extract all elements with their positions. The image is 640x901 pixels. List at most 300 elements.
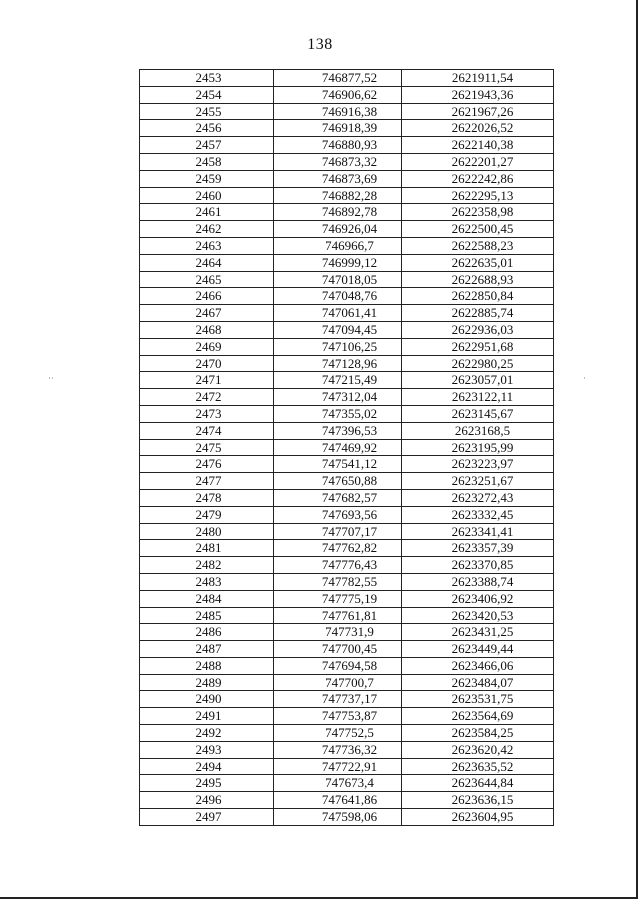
scan-speck: ˙˙ <box>48 376 54 386</box>
x-coordinate-cell <box>274 607 402 624</box>
table-row <box>140 355 554 372</box>
table-row <box>140 573 554 590</box>
cell-text: 746999,12 <box>321 254 378 270</box>
x-coordinate-cell <box>274 338 402 355</box>
point-number-cell <box>140 254 274 271</box>
cell-text: 2486 <box>195 624 222 640</box>
cell-text: 2487 <box>195 641 222 657</box>
table-row <box>140 405 554 422</box>
cell-text: 747722,91 <box>321 758 378 774</box>
cell-text: 746906,62 <box>321 86 378 102</box>
cell-text: 2622358,98 <box>451 204 514 220</box>
cell-text: 2623332,45 <box>451 506 514 522</box>
cell-text: 2621967,26 <box>451 103 514 119</box>
point-number-cell <box>140 674 274 691</box>
x-coordinate-cell <box>274 187 402 204</box>
point-number-cell <box>140 271 274 288</box>
point-number-cell <box>140 775 274 792</box>
x-coordinate-cell <box>274 422 402 439</box>
cell-text: 2622936,03 <box>451 321 514 337</box>
x-coordinate-cell <box>274 372 402 389</box>
cell-text: 2623484,07 <box>451 674 514 690</box>
cell-text: 747541,12 <box>321 456 378 472</box>
y-coordinate-cell <box>402 372 554 389</box>
cell-text: 747694,58 <box>321 657 378 673</box>
cell-text: 2622201,27 <box>451 153 514 169</box>
point-number-cell <box>140 338 274 355</box>
table-row <box>140 657 554 674</box>
y-coordinate-cell <box>402 254 554 271</box>
cell-text: 2622850,84 <box>451 288 514 304</box>
point-number-cell <box>140 590 274 607</box>
point-number-cell <box>140 708 274 725</box>
cell-text: 2474 <box>195 422 222 438</box>
table-row <box>140 691 554 708</box>
cell-text: 2476 <box>195 456 222 472</box>
cell-text: 2623636,15 <box>451 792 514 808</box>
cell-text: 2623564,69 <box>451 708 514 724</box>
table-row <box>140 590 554 607</box>
cell-text: 747641,86 <box>321 792 378 808</box>
cell-text: 2472 <box>195 389 222 405</box>
cell-text: 2621943,36 <box>451 86 514 102</box>
table-row <box>140 170 554 187</box>
cell-text: 2493 <box>195 741 222 757</box>
cell-text: 747106,25 <box>321 338 378 354</box>
point-number-cell <box>140 237 274 254</box>
cell-text: 747782,55 <box>321 573 378 589</box>
y-coordinate-cell <box>402 170 554 187</box>
cell-text: 2478 <box>195 489 222 505</box>
y-coordinate-cell <box>402 775 554 792</box>
x-coordinate-cell <box>274 288 402 305</box>
cell-text: 747707,17 <box>321 523 378 539</box>
x-coordinate-cell <box>274 641 402 658</box>
table-row <box>140 221 554 238</box>
point-number-cell <box>140 691 274 708</box>
y-coordinate-cell <box>402 624 554 641</box>
cell-text: 2623223,97 <box>451 456 514 472</box>
y-coordinate-cell <box>402 86 554 103</box>
x-coordinate-cell <box>274 305 402 322</box>
point-number-cell <box>140 137 274 154</box>
y-coordinate-cell <box>402 137 554 154</box>
cell-text: 747094,45 <box>321 321 378 337</box>
table-row <box>140 86 554 103</box>
point-number-cell <box>140 389 274 406</box>
point-number-cell <box>140 372 274 389</box>
cell-text: 746918,39 <box>321 120 378 136</box>
table-row <box>140 254 554 271</box>
cell-text: 2460 <box>195 187 222 203</box>
y-coordinate-cell <box>402 657 554 674</box>
x-coordinate-cell <box>274 456 402 473</box>
cell-text: 2464 <box>195 254 222 270</box>
x-coordinate-cell <box>274 725 402 742</box>
x-coordinate-cell <box>274 506 402 523</box>
point-number-cell <box>140 103 274 120</box>
cell-text: 2468 <box>195 321 222 337</box>
y-coordinate-cell <box>402 792 554 809</box>
table-row <box>140 540 554 557</box>
x-coordinate-cell <box>274 473 402 490</box>
x-coordinate-cell <box>274 590 402 607</box>
table-row <box>140 557 554 574</box>
cell-text: 2456 <box>195 120 222 136</box>
cell-text: 2453 <box>195 70 222 85</box>
page-number: 138 <box>307 36 333 53</box>
cell-text: 2622500,45 <box>451 221 514 237</box>
cell-text: 2461 <box>195 204 222 220</box>
table-row <box>140 624 554 641</box>
cell-text: 747128,96 <box>321 355 378 371</box>
cell-text: 2497 <box>195 809 222 825</box>
y-coordinate-cell <box>402 641 554 658</box>
table-row <box>140 674 554 691</box>
cell-text: 2623420,53 <box>451 607 514 623</box>
cell-text: 2622026,52 <box>451 120 514 136</box>
cell-text: 747048,76 <box>321 288 378 304</box>
cell-text: 2457 <box>195 137 222 153</box>
table-row <box>140 103 554 120</box>
y-coordinate-cell <box>402 557 554 574</box>
table-row <box>140 775 554 792</box>
point-number-cell <box>140 187 274 204</box>
cell-text: 747018,05 <box>321 271 378 287</box>
cell-text: 2623604,95 <box>451 809 514 825</box>
y-coordinate-cell <box>402 338 554 355</box>
y-coordinate-cell <box>402 120 554 137</box>
table-row <box>140 523 554 540</box>
y-coordinate-cell <box>402 103 554 120</box>
y-coordinate-cell <box>402 70 554 87</box>
point-number-cell <box>140 170 274 187</box>
cell-text: 2494 <box>195 758 222 774</box>
cell-text: 747736,32 <box>321 741 378 757</box>
y-coordinate-cell <box>402 221 554 238</box>
x-coordinate-cell <box>274 405 402 422</box>
point-number-cell <box>140 70 274 87</box>
cell-text: 2622295,13 <box>451 187 514 203</box>
cell-text: 747396,53 <box>321 422 378 438</box>
y-coordinate-cell <box>402 237 554 254</box>
cell-text: 2454 <box>195 86 222 102</box>
table-row <box>140 372 554 389</box>
y-coordinate-cell <box>402 523 554 540</box>
cell-text: 2490 <box>195 691 222 707</box>
point-number-cell <box>140 741 274 758</box>
cell-text: 2623357,39 <box>451 540 514 556</box>
table-row <box>140 741 554 758</box>
point-number-cell <box>140 204 274 221</box>
cell-text: 2622885,74 <box>451 305 514 321</box>
cell-text: 2623370,85 <box>451 557 514 573</box>
y-coordinate-cell <box>402 204 554 221</box>
x-coordinate-cell <box>274 540 402 557</box>
cell-text: 747776,43 <box>321 557 378 573</box>
y-coordinate-cell <box>402 590 554 607</box>
cell-text: 2481 <box>195 540 222 556</box>
x-coordinate-cell <box>274 439 402 456</box>
x-coordinate-cell <box>274 741 402 758</box>
table-row <box>140 758 554 775</box>
cell-text: 2623251,67 <box>451 473 514 489</box>
point-number-cell <box>140 641 274 658</box>
table-row <box>140 506 554 523</box>
point-number-cell <box>140 473 274 490</box>
cell-text: 2467 <box>195 305 222 321</box>
x-coordinate-cell <box>274 573 402 590</box>
cell-text: 747061,41 <box>321 305 378 321</box>
point-number-cell <box>140 657 274 674</box>
x-coordinate-cell <box>274 355 402 372</box>
table-row <box>140 70 554 87</box>
point-number-cell <box>140 153 274 170</box>
y-coordinate-cell <box>402 271 554 288</box>
cell-text: 2622951,68 <box>451 338 514 354</box>
cell-text: 746873,32 <box>321 153 378 169</box>
cell-text: 2623584,25 <box>451 725 514 741</box>
y-coordinate-cell <box>402 741 554 758</box>
cell-text: 2623620,42 <box>451 741 514 757</box>
table-row <box>140 641 554 658</box>
y-coordinate-cell <box>402 691 554 708</box>
x-coordinate-cell <box>274 204 402 221</box>
x-coordinate-cell <box>274 237 402 254</box>
point-number-cell <box>140 557 274 574</box>
x-coordinate-cell <box>274 137 402 154</box>
cell-text: 747469,92 <box>321 439 378 455</box>
point-number-cell <box>140 422 274 439</box>
cell-text: 747650,88 <box>321 473 378 489</box>
table-row <box>140 489 554 506</box>
x-coordinate-cell <box>274 674 402 691</box>
table-row <box>140 288 554 305</box>
x-coordinate-cell <box>274 708 402 725</box>
cell-text: 747673,4 <box>325 775 374 791</box>
cell-text: 747700,45 <box>321 641 378 657</box>
cell-text: 2622980,25 <box>451 355 514 371</box>
point-number-cell <box>140 405 274 422</box>
point-number-cell <box>140 540 274 557</box>
cell-text: 2623644,84 <box>451 775 514 791</box>
y-coordinate-cell <box>402 674 554 691</box>
table-row <box>140 338 554 355</box>
y-coordinate-cell <box>402 153 554 170</box>
x-coordinate-cell <box>274 271 402 288</box>
cell-text: 746916,38 <box>321 103 378 119</box>
cell-text: 2492 <box>195 725 222 741</box>
x-coordinate-cell <box>274 120 402 137</box>
y-coordinate-cell <box>402 573 554 590</box>
x-coordinate-cell <box>274 624 402 641</box>
y-coordinate-cell <box>402 489 554 506</box>
x-coordinate-cell <box>274 103 402 120</box>
cell-text: 747682,57 <box>321 489 378 505</box>
cell-text: 2496 <box>195 792 222 808</box>
point-number-cell <box>140 758 274 775</box>
table-row <box>140 708 554 725</box>
cell-text: 2623168,5 <box>454 422 511 438</box>
x-coordinate-cell <box>274 523 402 540</box>
x-coordinate-cell <box>274 221 402 238</box>
cell-text: 2483 <box>195 573 222 589</box>
cell-text: 2622140,38 <box>451 137 514 153</box>
x-coordinate-cell <box>274 775 402 792</box>
cell-text: 2623466,06 <box>451 657 514 673</box>
cell-text: 2623145,67 <box>451 405 514 421</box>
cell-text: 2455 <box>195 103 222 119</box>
coordinates-table <box>139 69 554 826</box>
cell-text: 746880,93 <box>321 137 378 153</box>
table-row <box>140 321 554 338</box>
point-number-cell <box>140 607 274 624</box>
x-coordinate-cell <box>274 153 402 170</box>
cell-text: 746892,78 <box>321 204 378 220</box>
cell-text: 2469 <box>195 338 222 354</box>
table-row <box>140 271 554 288</box>
table-row <box>140 389 554 406</box>
point-number-cell <box>140 305 274 322</box>
table-row <box>140 237 554 254</box>
cell-text: 747752,5 <box>325 725 374 741</box>
x-coordinate-cell <box>274 557 402 574</box>
y-coordinate-cell <box>402 708 554 725</box>
cell-text: 2495 <box>195 775 222 791</box>
x-coordinate-cell <box>274 254 402 271</box>
table-row <box>140 607 554 624</box>
scan-speck: ˙ <box>583 376 586 386</box>
table-row <box>140 187 554 204</box>
cell-text: 2466 <box>195 288 222 304</box>
y-coordinate-cell <box>402 389 554 406</box>
table-row <box>140 809 554 826</box>
cell-text: 2622242,86 <box>451 170 514 186</box>
cell-text: 2465 <box>195 271 222 287</box>
cell-text: 2623531,75 <box>451 691 514 707</box>
x-coordinate-cell <box>274 657 402 674</box>
cell-text: 746966,7 <box>325 237 374 253</box>
y-coordinate-cell <box>402 540 554 557</box>
table-row <box>140 473 554 490</box>
cell-text: 2622688,93 <box>451 271 514 287</box>
cell-text: 2475 <box>195 439 222 455</box>
cell-text: 2622588,23 <box>451 237 514 253</box>
cell-text: 2459 <box>195 170 222 186</box>
cell-text: 2623388,74 <box>451 573 514 589</box>
cell-text: 2621911,54 <box>451 70 514 85</box>
cell-text: 2477 <box>195 473 222 489</box>
table-row <box>140 120 554 137</box>
y-coordinate-cell <box>402 506 554 523</box>
table-row <box>140 456 554 473</box>
coordinates-table-body <box>140 70 554 826</box>
cell-text: 747737,17 <box>321 691 378 707</box>
y-coordinate-cell <box>402 758 554 775</box>
y-coordinate-cell <box>402 422 554 439</box>
cell-text: 2623057,01 <box>451 372 514 388</box>
point-number-cell <box>140 456 274 473</box>
y-coordinate-cell <box>402 439 554 456</box>
table-row <box>140 153 554 170</box>
cell-text: 747215,49 <box>321 372 378 388</box>
y-coordinate-cell <box>402 187 554 204</box>
cell-text: 2458 <box>195 153 222 169</box>
point-number-cell <box>140 809 274 826</box>
cell-text: 2479 <box>195 506 222 522</box>
y-coordinate-cell <box>402 809 554 826</box>
cell-text: 747775,19 <box>321 590 378 606</box>
cell-text: 2622635,01 <box>451 254 514 270</box>
cell-text: 2623449,44 <box>451 641 514 657</box>
cell-text: 747753,87 <box>321 708 378 724</box>
point-number-cell <box>140 523 274 540</box>
point-number-cell <box>140 792 274 809</box>
cell-text: 2462 <box>195 221 222 237</box>
cell-text: 747693,56 <box>321 506 378 522</box>
point-number-cell <box>140 624 274 641</box>
cell-text: 747762,82 <box>321 540 378 556</box>
table-row <box>140 137 554 154</box>
point-number-cell <box>140 506 274 523</box>
cell-text: 747731,9 <box>325 624 374 640</box>
point-number-cell <box>140 221 274 238</box>
table-row <box>140 439 554 456</box>
cell-text: 747700,7 <box>325 674 374 690</box>
x-coordinate-cell <box>274 758 402 775</box>
cell-text: 746873,69 <box>321 170 378 186</box>
x-coordinate-cell <box>274 170 402 187</box>
table-row <box>140 422 554 439</box>
cell-text: 2623341,41 <box>451 523 514 539</box>
x-coordinate-cell <box>274 489 402 506</box>
cell-text: 2463 <box>195 237 222 253</box>
table-row <box>140 725 554 742</box>
y-coordinate-cell <box>402 725 554 742</box>
x-coordinate-cell <box>274 389 402 406</box>
cell-text: 2623272,43 <box>451 489 514 505</box>
cell-text: 2470 <box>195 355 222 371</box>
y-coordinate-cell <box>402 305 554 322</box>
point-number-cell <box>140 288 274 305</box>
point-number-cell <box>140 725 274 742</box>
cell-text: 747355,02 <box>321 405 378 421</box>
point-number-cell <box>140 355 274 372</box>
cell-text: 2480 <box>195 523 222 539</box>
x-coordinate-cell <box>274 792 402 809</box>
table-row <box>140 792 554 809</box>
point-number-cell <box>140 573 274 590</box>
cell-text: 2623195,99 <box>451 439 514 455</box>
x-coordinate-cell <box>274 86 402 103</box>
cell-text: 2491 <box>195 708 222 724</box>
y-coordinate-cell <box>402 405 554 422</box>
cell-text: 747312,04 <box>321 389 378 405</box>
cell-text: 2485 <box>195 607 222 623</box>
x-coordinate-cell <box>274 70 402 87</box>
table-row <box>140 204 554 221</box>
cell-text: 2488 <box>195 657 222 673</box>
cell-text: 2623635,52 <box>451 758 514 774</box>
cell-text: 2623122,11 <box>451 389 514 405</box>
y-coordinate-cell <box>402 288 554 305</box>
y-coordinate-cell <box>402 473 554 490</box>
cell-text: 2623406,92 <box>451 590 514 606</box>
x-coordinate-cell <box>274 809 402 826</box>
cell-text: 747761,81 <box>321 607 378 623</box>
x-coordinate-cell <box>274 691 402 708</box>
cell-text: 2482 <box>195 557 222 573</box>
